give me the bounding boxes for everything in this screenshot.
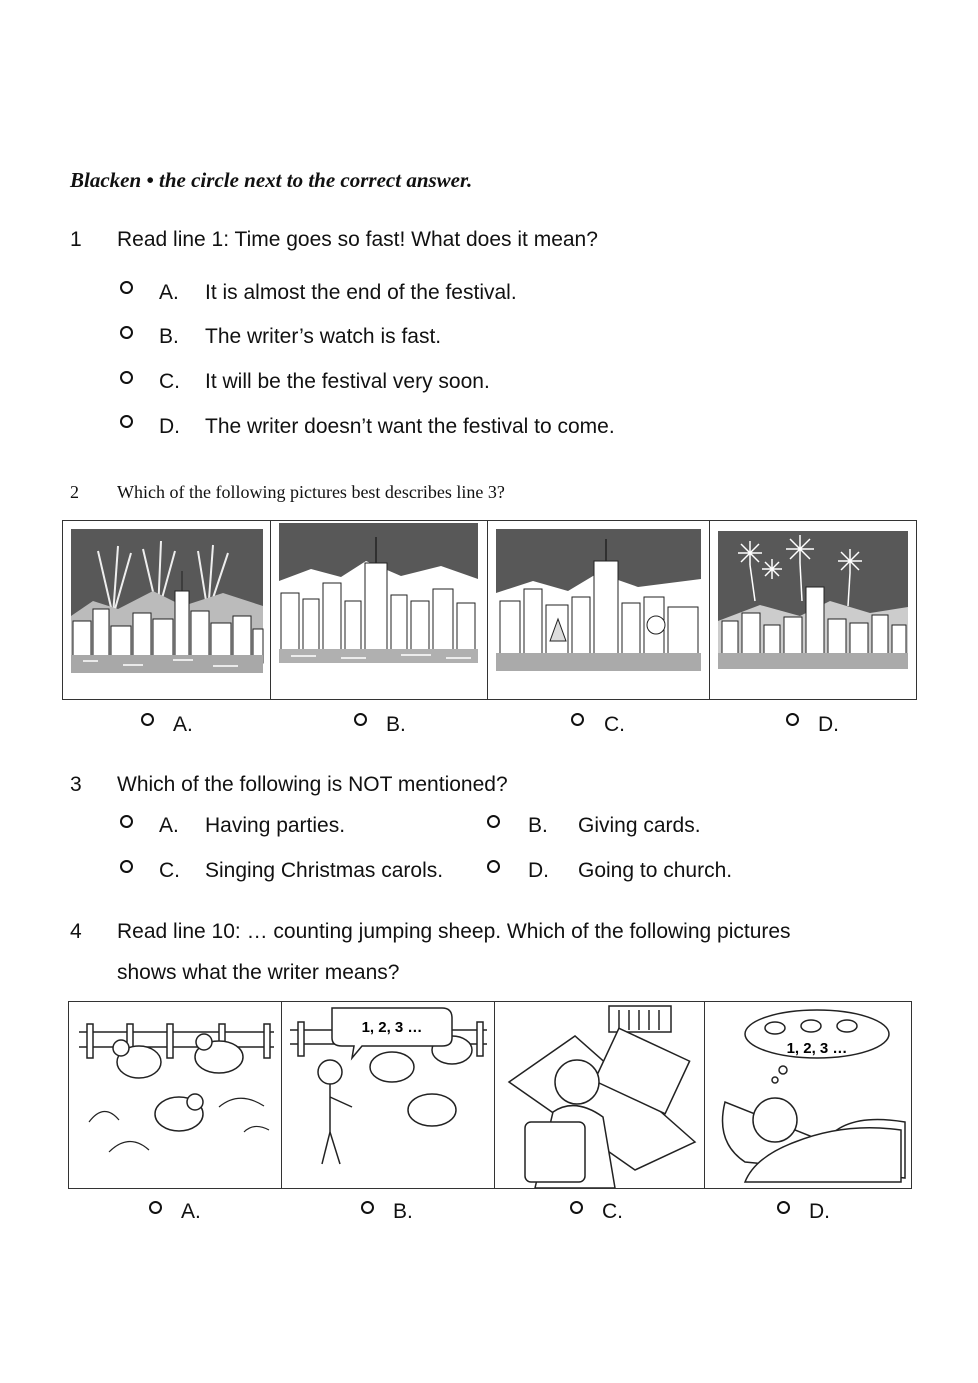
q1-option-c-text: It will be the festival very soon. — [205, 370, 490, 393]
q4-option-b-letter: B. — [393, 1200, 413, 1223]
q4-text-line2: shows what the writer means? — [117, 961, 400, 984]
q2-option-d-letter: D. — [818, 713, 839, 736]
city-searchlights-illustration — [63, 521, 271, 699]
q2-picture-c — [488, 521, 710, 699]
q2-option-c-radio[interactable] — [571, 713, 584, 726]
city-fireworks-illustration — [710, 521, 916, 699]
q1-option-d-letter: D. — [159, 415, 180, 438]
q2-picture-a — [63, 521, 271, 699]
q2-picture-d — [710, 521, 916, 699]
q3-option-b-radio[interactable] — [487, 815, 500, 828]
q1-text: Read line 1: Time goes so fast! What does it mean? — [117, 228, 598, 251]
q1-option-c-radio[interactable] — [120, 371, 133, 384]
q2-option-a-radio[interactable] — [141, 713, 154, 726]
q3-option-a-letter: A. — [159, 814, 179, 837]
q3-text: Which of the following is NOT mentioned? — [117, 773, 508, 796]
q3-option-c-text: Singing Christmas carols. — [205, 859, 444, 882]
q3-option-b-text: Giving cards. — [578, 814, 701, 837]
city-skyline-illustration — [271, 521, 487, 699]
q4-number: 4 — [70, 920, 82, 943]
instruction — [70, 168, 472, 193]
q1-option-a-text: It is almost the end of the festival. — [205, 281, 517, 304]
instruction-prefix: Blacken — [70, 168, 142, 192]
instruction-suffix: the circle next to the correct answer. — [159, 168, 473, 192]
q2-number: 2 — [70, 482, 79, 502]
q1-option-b-text: The writer’s watch is fast. — [205, 325, 442, 348]
q1-option-b-letter: B. — [159, 325, 179, 348]
q4-option-d-letter: D. — [809, 1200, 830, 1223]
q1-option-b-radio[interactable] — [120, 326, 133, 339]
q2-text: Which of the following pictures best describes line 3? — [117, 482, 505, 502]
q3-option-c-letter: C. — [159, 859, 180, 882]
q1-number: 1 — [70, 228, 82, 251]
q4-bubble-b-text: 1, 2, 3 … — [361, 1019, 423, 1036]
q1-option-a-radio[interactable] — [120, 281, 133, 294]
q4-option-c-letter: C. — [602, 1200, 623, 1223]
q4-option-d-radio[interactable] — [777, 1201, 790, 1214]
q4-picture-c — [495, 1002, 706, 1188]
q3-option-a-radio[interactable] — [120, 815, 133, 828]
q4-picture-b — [282, 1002, 495, 1188]
q1-option-d-text: The writer doesn’t want the festival to come. — [205, 415, 615, 438]
boy-counting-sheep-illustration — [282, 1002, 494, 1188]
q2-option-d-radio[interactable] — [786, 713, 799, 726]
q4-picture-row — [68, 1001, 912, 1189]
q2-option-c-letter: C. — [604, 713, 625, 736]
q1-option-c-letter: C. — [159, 370, 180, 393]
q3-option-d-letter: D. — [528, 859, 549, 882]
boy-drawing-sheep-illustration — [495, 1002, 705, 1188]
q2-picture-row — [62, 520, 917, 700]
q4-text-line1: Read line 10: … counting jumping sheep. Which of the following pictures — [117, 920, 791, 943]
q4-option-b-radio[interactable] — [361, 1201, 374, 1214]
bullet-icon: • — [146, 168, 154, 192]
q4-option-a-letter: A. — [181, 1200, 201, 1223]
q1-option-a-letter: A. — [159, 281, 179, 304]
q2-option-a-letter: A. — [173, 713, 193, 736]
q4-bubble-d-text: 1, 2, 3 … — [786, 1040, 848, 1057]
q3-option-d-radio[interactable] — [487, 860, 500, 873]
q3-number: 3 — [70, 773, 82, 796]
q3-option-a-text: Having parties. — [205, 814, 346, 837]
sheep-jumping-illustration — [69, 1002, 281, 1188]
q2-option-b-letter: B. — [386, 713, 406, 736]
q4-picture-a — [69, 1002, 282, 1188]
q3-option-c-radio[interactable] — [120, 860, 133, 873]
q4-picture-d — [705, 1002, 911, 1188]
q2-picture-b — [271, 521, 487, 699]
q4-option-c-radio[interactable] — [570, 1201, 583, 1214]
q1-option-d-radio[interactable] — [120, 415, 133, 428]
q3-option-d-text: Going to church. — [578, 859, 733, 882]
q3-option-b-letter: B. — [528, 814, 548, 837]
person-dreaming-in-bed-illustration — [705, 1002, 911, 1188]
city-decorations-illustration — [488, 521, 710, 699]
q2-option-b-radio[interactable] — [354, 713, 367, 726]
q4-option-a-radio[interactable] — [149, 1201, 162, 1214]
